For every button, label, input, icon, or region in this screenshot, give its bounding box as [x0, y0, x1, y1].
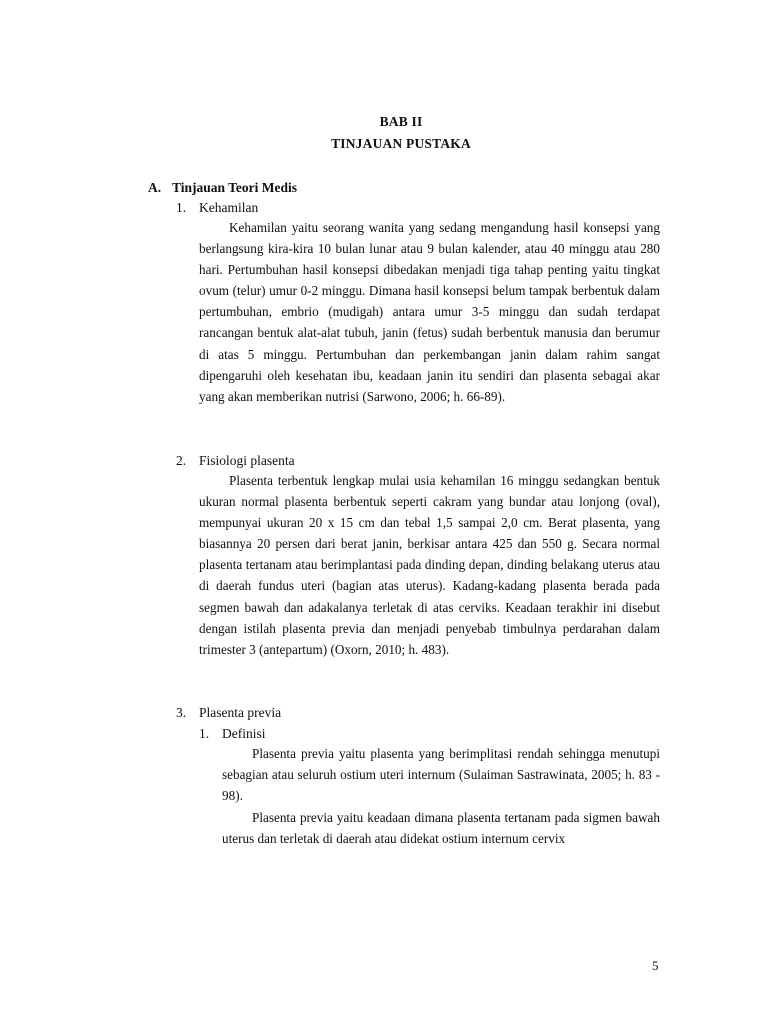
subitem-heading-definisi — [199, 726, 266, 742]
paragraph-fisiologi-plasenta — [199, 470, 660, 660]
paragraph-text: Kehamilan yaitu seorang wanita yang sedang mengandung hasil konsepsi yang berlangsung kira-kira 10 bulan lunar atau 9 bulan kalender, atau 40 minggu atau 280 hari. Pertumbuhan hasil konsepsi dibedakan menjadi tiga tahap penting yaitu tingkat ovum (telur) umur 0-2 minggu. Dimana hasil konsepsi belum tampak berbentuk dalam pertumbuhan, embrio (mudigah) antara umur 3-5 minggu dan sudah terdapat rancangan bentuk alat-alat tubuh, janin (fetus) sudah berbentuk manusia dan berumur di atas 5 minggu. Pertumbuhan dan perkembangan janin dalam rahim sangat dipengaruhi oleh kesehatan ibu, keadaan janin itu sendiri dan plasenta sebagai akar yang akan memberikan nutrisi (Sarwono, 2006; h. 66-89). — [199, 220, 660, 404]
section-title: Tinjauan Teori Medis — [172, 180, 298, 195]
item-number: 1. — [176, 200, 187, 215]
item-number: 2. — [176, 453, 187, 468]
paragraph-text: Plasenta previa yaitu plasenta yang berimplitasi rendah sehingga menutupi sebagian atau seluruh ostium uteri internum (Sulaiman Sastrawinata, 2005; h. 83 - 98). — [222, 746, 660, 804]
paragraph-definisi-2 — [222, 807, 660, 849]
item-title: Fisiologi plasenta — [199, 453, 295, 468]
subitem-title: Definisi — [222, 726, 266, 741]
item-heading-fisiologi-plasenta — [176, 453, 295, 469]
section-heading — [148, 180, 297, 196]
paragraph-text: Plasenta terbentuk lengkap mulai usia kehamilan 16 minggu sedangkan bentuk ukuran normal plasenta berbentuk seperti cakram yang bundar atau lonjong (oval), mempunyai ukuran 20 x 15 cm dan tebal 1,5 sampai 2,0 cm. Berat plasenta, yang biasannya 20 persen dari berat janin, berkisar antara 425 dan 550 g. Secara normal plasenta tertanam atau berimplantasi pada dinding depan, dinding belakang uterus atau di daerah fundus uteri (bagian atas uterus). Kadang-kadang plasenta berada pada segmen bawah dan adakalanya terletak di atas cerviks. Keadaan terakhir ini disebut dengan istilah plasenta previa dan menjadi penyebab timbulnya perdarahan dalam trimester 3 (antepartum) (Oxorn, 2010; h. 483). — [199, 473, 660, 657]
page-number: 5 — [652, 958, 659, 973]
paragraph-kehamilan — [199, 217, 660, 407]
item-heading-plasenta-previa — [176, 705, 281, 721]
chapter-number: BAB II — [379, 114, 423, 129]
item-title: Kehamilan — [199, 200, 259, 215]
section-label: A. — [148, 180, 162, 195]
subitem-number: 1. — [199, 726, 210, 741]
item-number: 3. — [176, 705, 187, 720]
item-heading-kehamilan — [176, 200, 258, 216]
paragraph-definisi-1 — [222, 743, 660, 806]
chapter-title: TINJAUAN PUSTAKA — [331, 136, 471, 151]
item-title: Plasenta previa — [199, 705, 282, 720]
paragraph-text: Plasenta previa yaitu keadaan dimana plasenta tertanam pada sigmen bawah uterus dan terletak di daerah atau didekat ostium internum cervix — [222, 810, 660, 847]
